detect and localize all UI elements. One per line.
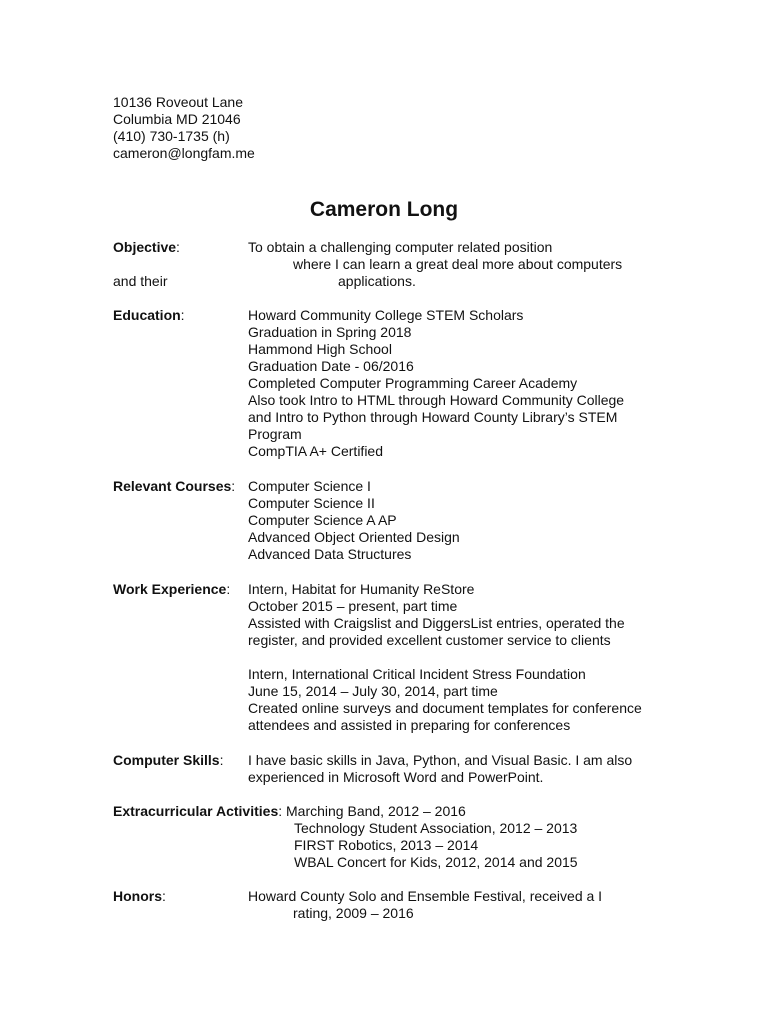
education-line: Graduation Date - 06/2016 <box>248 358 414 374</box>
job-title: Intern, Habitat for Humanity ReStore <box>248 581 475 597</box>
extracurricular-item: Technology Student Association, 2012 – 2013 <box>294 820 578 836</box>
job-description: attendees and assisted in preparing for conferences <box>248 717 571 733</box>
education-list <box>248 307 624 460</box>
courses-colon: : <box>231 478 236 494</box>
extracurricular-list <box>294 820 578 871</box>
contact-phone: (410) 730-1735 (h) <box>113 128 230 144</box>
work-colon: : <box>226 581 231 597</box>
contact-email: cameron@longfam.me <box>113 145 255 161</box>
job-description: register, and provided excellent customer service to clients <box>248 632 611 648</box>
honors-line-2: rating, 2009 – 2016 <box>293 905 414 921</box>
job-description: Assisted with Craigslist and DiggersList entries, operated the <box>248 615 625 631</box>
courses-label: Relevant Courses <box>113 478 232 494</box>
course-item: Advanced Data Structures <box>248 546 412 562</box>
objective-label: Objective <box>113 239 177 255</box>
job-description: Created online surveys and document templates for conference <box>248 700 642 716</box>
work-job-2 <box>248 666 642 734</box>
education-colon: : <box>180 307 185 323</box>
extracurricular-item: Marching Band, 2012 – 2016 <box>286 803 466 819</box>
education-line: Also took Intro to HTML through Howard Community College <box>248 392 625 408</box>
objective-line-1: To obtain a challenging computer related position <box>248 239 553 255</box>
education-label: Education <box>113 307 181 323</box>
work-label-wrap <box>113 581 230 598</box>
skills-colon: : <box>219 752 224 768</box>
job-title: Intern, International Critical Incident Stress Foundation <box>248 666 586 682</box>
course-item: Computer Science II <box>248 495 375 511</box>
honors-colon: : <box>162 888 166 904</box>
course-item: Computer Science I <box>248 478 371 494</box>
job-dates: October 2015 – present, part time <box>248 598 458 614</box>
education-line: Graduation in Spring 2018 <box>248 324 412 340</box>
objective-line-3: applications. <box>338 273 416 289</box>
skills-line: I have basic skills in Java, Python, and Visual Basic. I am also <box>248 752 633 768</box>
extracurricular-item: FIRST Robotics, 2013 – 2014 <box>294 837 479 853</box>
skills-line: experienced in Microsoft Word and PowerPoint. <box>248 769 544 785</box>
extracurricular-colon: : <box>278 803 283 819</box>
skills-label-wrap <box>113 752 223 769</box>
education-line: CompTIA A+ Certified <box>248 443 384 459</box>
education-line: Completed Computer Programming Career Academy <box>248 375 578 391</box>
extracurricular-line-1 <box>113 803 466 820</box>
courses-list <box>248 478 460 563</box>
course-item: Advanced Object Oriented Design <box>248 529 460 545</box>
objective-label-wrap <box>113 239 180 256</box>
education-line: Howard Community College STEM Scholars <box>248 307 524 323</box>
objective-line-2: where I can learn a great deal more about computers <box>293 256 623 272</box>
courses-label-wrap <box>113 478 235 495</box>
resume-name: Cameron Long <box>309 198 459 221</box>
honors-line-1: Howard County Solo and Ensemble Festival, received a I <box>248 888 603 904</box>
course-item: Computer Science A AP <box>248 512 397 528</box>
education-line: and Intro to Python through Howard County Library’s STEM <box>248 409 618 425</box>
extracurricular-item: WBAL Concert for Kids, 2012, 2014 and 2015 <box>294 854 578 870</box>
work-label: Work Experience <box>113 581 227 597</box>
objective-line-3-prefix: and their <box>113 273 168 289</box>
honors-label-wrap <box>113 888 166 905</box>
education-line: Hammond High School <box>248 341 392 357</box>
education-line: Program <box>248 426 302 442</box>
objective-colon: : <box>176 239 180 255</box>
honors-label: Honors <box>113 888 162 904</box>
skills-label: Computer Skills <box>113 752 220 768</box>
job-dates: June 15, 2014 – July 30, 2014, part time <box>248 683 498 699</box>
contact-street: 10136 Roveout Lane <box>113 94 243 110</box>
extracurricular-label: Extracurricular Activities <box>113 803 279 819</box>
education-label-wrap <box>113 307 185 324</box>
skills-text <box>248 752 632 786</box>
work-job-1 <box>248 581 625 649</box>
contact-city: Columbia MD 21046 <box>113 111 241 127</box>
contact-block <box>113 94 255 162</box>
